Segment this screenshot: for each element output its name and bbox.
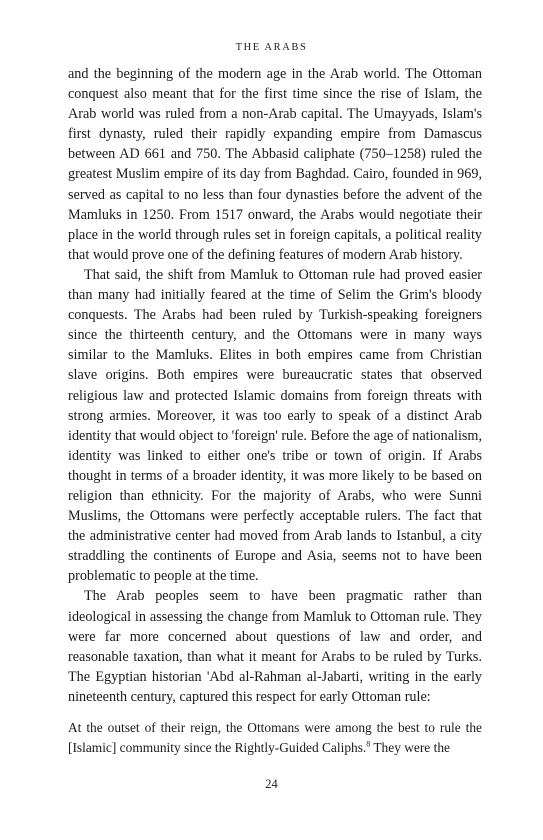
quote-text-continued: They were the xyxy=(370,739,450,755)
paragraph-pragmatic-arabs: The Arab peoples seem to have been pragmatic rather than ideological in assessing the change from Mamluk to Ottoman rule. They were far more concerned about questions of law and order, and reasonable taxation, than what it meant for Arabs to be ruled by Turks. The Egyptian historian 'Abd al-Rahman al-Jabarti, writing in the early nineteenth century, captured this respect for early Ottoman rule: xyxy=(68,588,482,705)
footnote-marker[interactable]: 8 xyxy=(366,739,371,749)
running-head: THE ARABS xyxy=(235,42,308,53)
block-quote xyxy=(68,718,482,757)
body-text xyxy=(68,64,482,757)
page-number: 24 xyxy=(265,777,278,791)
quote-text: At the outset of their reign, the Ottomans were among the best to rule the [Islamic] community since the Rightly-Guided Caliphs. xyxy=(68,720,482,755)
paragraph-continued: and the beginning of the modern age in the Arab world. The Ottoman conquest also meant that for the first time since the rise of Islam, the Arab world was ruled from a non-Arab capital. The Umayyads, Islam's first dynasty, ruled their rapidly expanding empire from Damascus between AD 661 and 750. The Abbasid caliphate (750–1258) ruled the greatest Muslim empire of its day from Baghdad. Cairo, founded in 969, served as capital to no less than four dynasties before the advent of the Mamluks in 1250. From 1517 onward, the Arabs would negotiate their place in the world through rules set in foreign capitals, a political reality that would prove one of the defining features of modern Arab history. xyxy=(68,66,482,263)
paragraph-mamluk-ottoman-shift: That said, the shift from Mamluk to Ottoman rule had proved easier than many had initially feared at the time of Selim the Grim's bloody conquests. The Arabs had been ruled by Turkish-speaking foreigners since the thirteenth century, and the Ottomans were in many ways similar to the Mamluks. Elites in both empires came from Christian slave origins. Both empires were bureaucratic states that observed religious law and protected Islamic domains from foreign threats with strong armies. Moreover, it was too early to speak of a distinct Arab identity that would object to 'foreign' rule. Before the age of nationalism, identity was linked to either one's tribe or town of origin. If Arabs thought in terms of a broader identity, it was more likely to be based on religion than ethnicity. For the majority of Arabs, who were Sunni Muslims, the Ottomans were perfectly acceptable rulers. The fact that the administrative center had moved from Arab lands to Istanbul, a city straddling the continents of Europe and Asia, seems not to have been problematic to people at the time. xyxy=(68,266,482,585)
